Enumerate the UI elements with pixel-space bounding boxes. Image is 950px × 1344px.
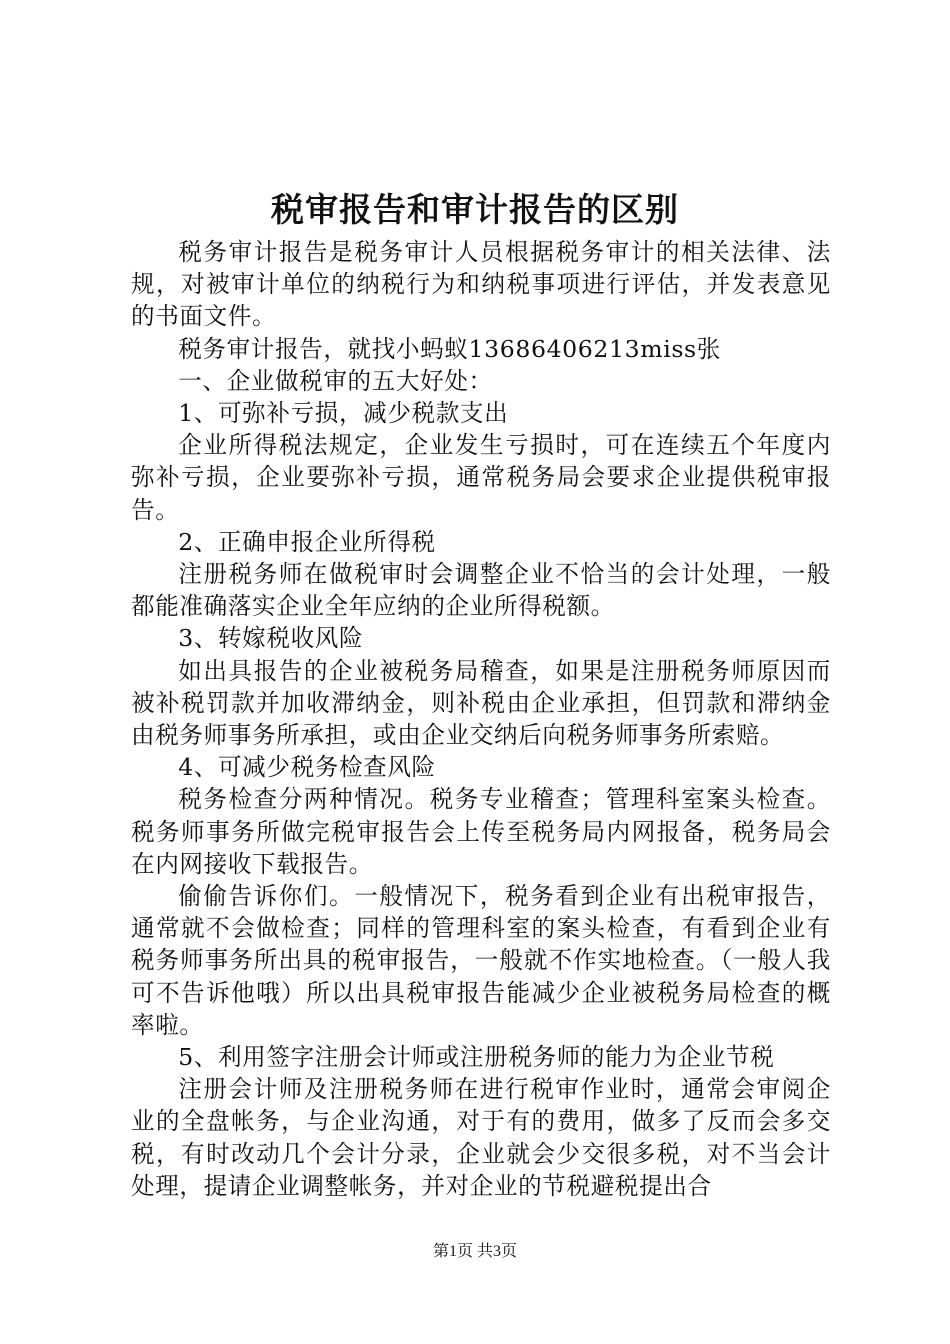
paragraph-contact: 税务审计报告，就找小蚂蚁13686406213miss张 [178, 334, 721, 363]
paragraph-3: 如出具报告的企业被税务局稽查，如果是注册税务师原因而被补税罚款并加收滞纳金，则补税由企业承担，但罚款和滞纳金由税务师事务所承担，或由企业交纳后向税务师事务所索赔。 [131, 656, 831, 750]
subheading-3: 3、转嫁税收风险 [178, 624, 364, 653]
subheading-2: 2、正确申报企业所得税 [178, 527, 436, 556]
subheading-1: 1、可弥补亏损，减少税款支出 [178, 399, 509, 428]
document-title: 税审报告和审计报告的区别 [271, 190, 679, 229]
subheading-4: 4、可减少税务检查风险 [178, 753, 436, 782]
paragraph-1: 企业所得税法规定，企业发生亏损时，可在连续五个年度内弥补亏损，企业要弥补亏损，通常税务局会要求企业提供税审报告。 [131, 431, 831, 524]
document-body [131, 236, 831, 1202]
paragraph-4a: 税务检查分两种情况。税务专业稽查；管理科室案头检查。税务师事务所做完税审报告会上传至税务局内网报备，税务局会在内网接收下载报告。 [131, 785, 831, 878]
section-heading-benefits: 一、企业做税审的五大好处： [178, 366, 493, 395]
paragraph-intro: 税务审计报告是税务审计人员根据税务审计的相关法律、法规，对被审计单位的纳税行为和纳税事项进行评估，并发表意见的书面文件。 [131, 238, 831, 331]
subheading-5: 5、利用签字注册会计师或注册税务师的能力为企业节税 [178, 1043, 775, 1072]
paragraph-2: 注册税务师在做税审时会调整企业不恰当的会计处理，一般都能准确落实企业全年应纳的企业所得税额。 [131, 560, 831, 621]
page-number-footer: 第1页 共3页 [432, 1243, 517, 1260]
paragraph-5: 注册会计师及注册税务师在进行税审作业时，通常会审阅企业的全盘帐务，与企业沟通，对于有的费用，做多了反而会多交税，有时改动几个会计分录，企业就会少交很多税，对不当会计处理，提请企业调整帐务，并对企业的节税避税提出合 [131, 1075, 831, 1200]
paragraph-4b: 偷偷告诉你们。一般情况下，税务看到企业有出税审报告，通常就不会做检查；同样的管理科室的案头检查，有看到企业有税务师事务所出具的税审报告，一般就不作实地检查。（一般人我可不告诉他哦）所以出具税审报告能减少企业被税务局检查的概率啦。 [131, 882, 831, 1039]
